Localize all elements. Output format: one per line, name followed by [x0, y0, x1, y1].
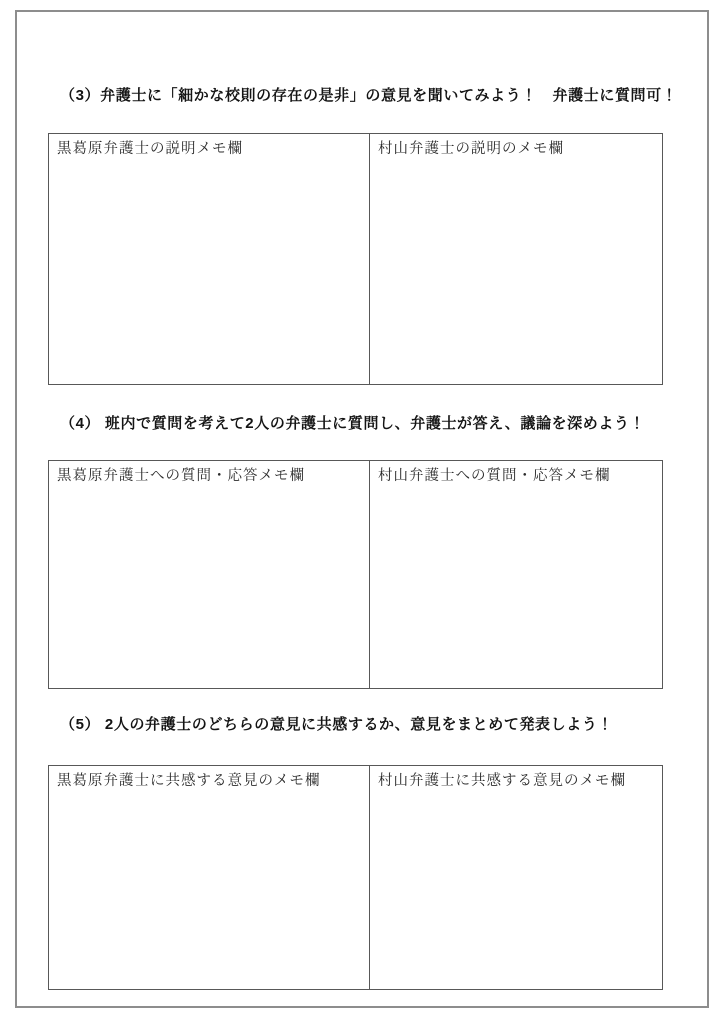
section-3-right-cell — [370, 134, 662, 384]
section-5-right-header: 村山弁護士に共感する意見のメモ欄 — [378, 773, 626, 789]
section-4-right-header: 村山弁護士への質問・応答メモ欄 — [378, 468, 611, 484]
section-5-memo-table — [48, 765, 663, 990]
section-4-heading: （4） 班内で質問を考えて2人の弁護士に質問し、弁護士が答え、議論を深めよう！ — [60, 415, 646, 432]
section-4-left-cell — [49, 461, 370, 688]
section-4-right-cell — [370, 461, 662, 688]
worksheet-page — [15, 10, 709, 1008]
section-5-left-cell — [49, 766, 370, 989]
section-3-left-cell — [49, 134, 370, 384]
section-5-right-memo-area — [370, 791, 662, 989]
section-3-left-header: 黒葛原弁護士の説明メモ欄 — [57, 141, 243, 157]
section-3-heading: （3）弁護士に「細かな校則の存在の是非」の意見を聞いてみよう！ 弁護士に質問可！ — [60, 87, 678, 104]
section-3-memo-table — [48, 133, 663, 385]
section-4-left-header: 黒葛原弁護士への質問・応答メモ欄 — [57, 468, 305, 484]
section-4-left-memo-area — [49, 486, 369, 688]
section-5-left-header: 黒葛原弁護士に共感する意見のメモ欄 — [57, 773, 321, 789]
section-3-right-memo-area — [370, 159, 662, 384]
section-3-right-header: 村山弁護士の説明のメモ欄 — [378, 141, 564, 157]
section-5-right-cell — [370, 766, 662, 989]
section-4-right-memo-area — [370, 486, 662, 688]
section-3-left-memo-area — [49, 159, 369, 384]
section-4-memo-table — [48, 460, 663, 689]
section-5-heading: （5） 2人の弁護士のどちらの意見に共感するか、意見をまとめて発表しよう！ — [60, 716, 614, 733]
section-5-left-memo-area — [49, 791, 369, 989]
